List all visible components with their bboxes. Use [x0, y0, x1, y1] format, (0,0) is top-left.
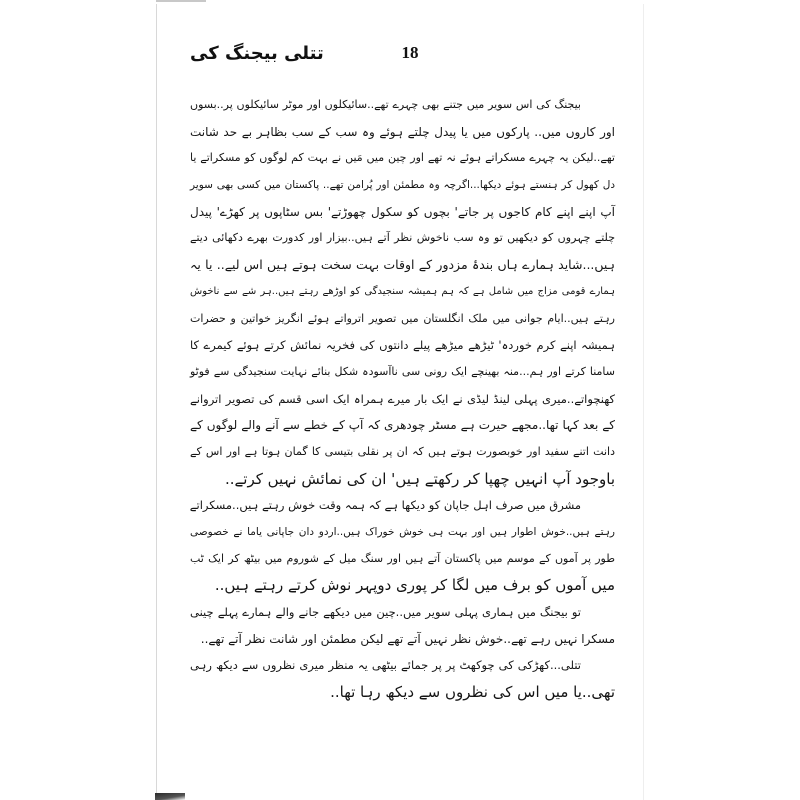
running-title: تتلی بیجنگ کی — [190, 43, 324, 64]
text-line: طور پر آموں کے موسم میں پاکستان آتے ہیں اور سنگ میل کے شوروم میں بیٹھ کر ایک ٹب — [190, 551, 615, 565]
text-line: ہمارے قومی مزاج میں شامل ہے کہ ہم ہمیشہ سنجیدگی کو اوڑھے رہتے ہیں..ہر شے سے ناخوش — [190, 285, 615, 297]
page-header — [190, 40, 610, 70]
text-line: تھے..لیکن یہ چہرے مسکراتے ہوئے نہ تھے اور چین میں مَیں نے بہت کم لوگوں کو مسکراتے یا — [190, 151, 615, 165]
text-line: آپ اپنے اپنے کام کاجوں پر جاتے' بچوں کو سکول چھوڑتے' بس سٹاپوں پر کھڑے' پیدل — [190, 204, 615, 219]
text-line: کھنچواتے..میری پہلی لینڈ لیڈی نے ایک بار میرے ہمراہ ایک اسی قسم کی تصویر اتروانے — [190, 391, 615, 406]
text-line: مسکرا نہیں رہے تھے..خوش نظر نہیں آتے تھے لیکن مطمئن اور شانت نظر آتے تھے.. — [200, 631, 615, 646]
text-line: سامنا کرتے اور ہم...منہ بھینچے ایک رونی سی ناآسودہ شکل بنائے نہایت سنجیدگی سے فوٹو — [190, 364, 615, 378]
text-line: دل کھول کر ہنستے ہوئے دیکھا...اگرچہ وہ مطمئن اور پُرامن تھے.. پاکستان میں کسی بھی سویر — [190, 179, 615, 192]
text-line: اور کاروں میں.. پارکوں میں یا پیدل چلتے ہوئے وہ سب کے سب بظاہر بے حد شانت — [190, 124, 615, 139]
text-line: باوجود آپ انہیں چھپا کر رکھتے ہیں' ان کی نمائش نہیں کرتے.. — [224, 469, 615, 488]
text-line: کے بعد کہا تھا..مجھے حیرت ہے مسٹر چودھری کہ آپ کے خطے سے آنے والے لوگوں کے — [190, 418, 615, 433]
text-line: ہیں...شاید ہمارے ہاں بندۂ مزدور کے اوقات بہت سخت ہوتے ہیں اس لیے.. یا یہ — [190, 257, 615, 273]
text-line: رہتے ہیں..ایام جوانی میں ملک انگلستان میں تصویر اترواتے ہوئے انگریز خواتین و حضرات — [190, 311, 615, 325]
page-number: 18 — [401, 43, 419, 62]
text-line: تھی..یا میں اس کی نظروں سے دیکھ رہا تھا.. — [330, 683, 615, 702]
text-line: مشرق میں صرف اہل جاپان کو دیکھا ہے کہ ہمہ وقت خوش رہتے ہیں..مسکراتے — [189, 498, 581, 513]
text-line: تو بیجنگ میں ہماری پہلی سویر میں..چین میں دیکھے جانے والے ہمارے پہلے چینی — [190, 605, 581, 620]
text-line: چلتے چہروں کو دیکھیں تو وہ سب ناخوش نظر آتے ہیں..بیزار اور کدورت بھرے دکھائی دیتے — [190, 231, 615, 245]
page-corner-shadow — [155, 793, 185, 800]
text-line: رہتے ہیں..خوش اطوار ہیں اور بہت ہی خوش خوراک ہیں..اردو دان جاپانی یاما نے خصوصی — [190, 526, 615, 538]
text-line: ہمیشہ اپنے کرم خوردہ' ٹیڑھے میڑھے پیلے دانتوں کی فخریہ نمائش کرتے ہوئے کیمرے کا — [190, 338, 615, 353]
text-line: بیجنگ کی اس سویر میں جتنے بھی چہرے تھے..سائیکلوں اور موٹر سائیکلوں پر..بسوں — [190, 98, 581, 111]
text-line: میں آموں کو برف میں لگا کر پوری دوپہر نوش کرتے رہتے ہیں.. — [214, 576, 615, 595]
text-line: تتلی...کھڑکی کی چوکھٹ پر پر جمائے بیٹھی یہ منظر میری نظروں سے دیکھ رہی — [190, 658, 581, 673]
body-text — [190, 92, 615, 706]
text-line: دانت اتنے سفید اور خوبصورت ہوتے ہیں کہ ان پر نقلی بتیسی کا گمان ہوتا ہے اور اس کے — [190, 444, 615, 458]
